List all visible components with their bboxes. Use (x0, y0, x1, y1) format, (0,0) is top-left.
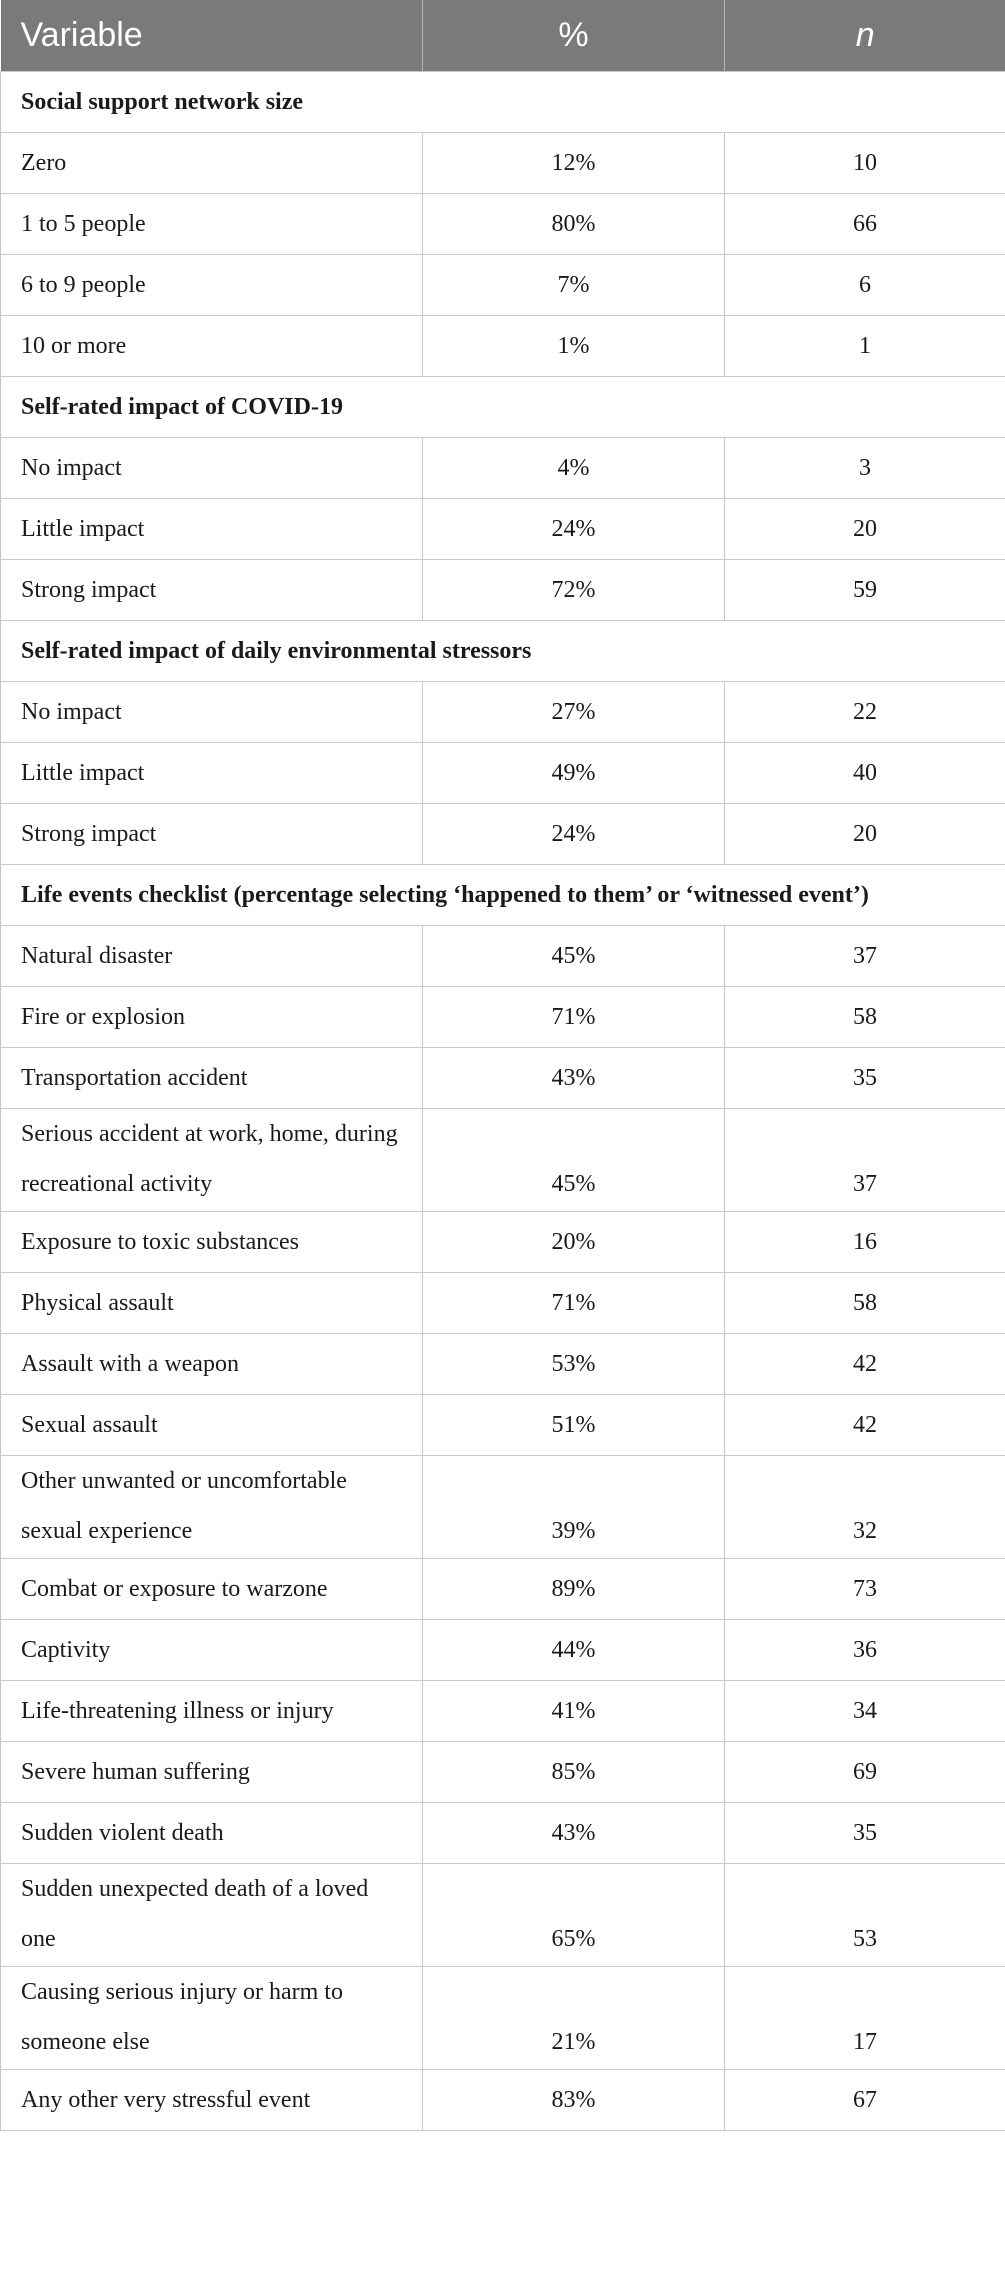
row-n: 34 (725, 1681, 1005, 1742)
section-title: Social support network size (1, 72, 1005, 133)
row-percent: 20% (423, 1212, 725, 1273)
table-row (1, 1212, 1005, 1273)
table-row (1, 1864, 1005, 1967)
row-n: 1 (725, 316, 1005, 377)
row-label: Captivity (1, 1620, 423, 1681)
row-n: 53 (725, 1864, 1005, 1967)
table-row (1, 804, 1005, 865)
row-percent: 24% (423, 804, 725, 865)
table-row (1, 1681, 1005, 1742)
row-label: Severe human suffering (1, 1742, 423, 1803)
table-row (1, 1742, 1005, 1803)
row-label: Zero (1, 133, 423, 194)
table-row (1, 1803, 1005, 1864)
row-label: Sudden unexpected death of a loved one (1, 1864, 423, 1967)
row-label: No impact (1, 682, 423, 743)
section-title: Self-rated impact of COVID-19 (1, 377, 1005, 438)
row-label: 10 or more (1, 316, 423, 377)
row-percent: 39% (423, 1456, 725, 1559)
table-row (1, 682, 1005, 743)
table-row (1, 560, 1005, 621)
row-label: Any other very stressful event (1, 2070, 423, 2131)
table-row (1, 133, 1005, 194)
row-label: Serious accident at work, home, during recreational activity (1, 1109, 423, 1212)
section-header-row (1, 377, 1005, 438)
row-n: 37 (725, 1109, 1005, 1212)
row-n: 20 (725, 499, 1005, 560)
table-row (1, 1334, 1005, 1395)
row-label: Strong impact (1, 560, 423, 621)
row-percent: 4% (423, 438, 725, 499)
row-label: Strong impact (1, 804, 423, 865)
table-row (1, 1967, 1005, 2070)
row-label: Life-threatening illness or injury (1, 1681, 423, 1742)
row-n: 35 (725, 1048, 1005, 1109)
row-n: 73 (725, 1559, 1005, 1620)
row-label: Other unwanted or uncomfortable sexual experience (1, 1456, 423, 1559)
row-percent: 43% (423, 1048, 725, 1109)
table-header (1, 0, 1005, 72)
section-title: Life events checklist (percentage selecting ‘happened to them’ or ‘witnessed event’) (1, 865, 1005, 926)
row-n: 58 (725, 1273, 1005, 1334)
row-percent: 7% (423, 255, 725, 316)
section-header-row (1, 72, 1005, 133)
row-label: Transportation accident (1, 1048, 423, 1109)
row-percent: 49% (423, 743, 725, 804)
row-percent: 27% (423, 682, 725, 743)
section-header-row (1, 621, 1005, 682)
row-n: 35 (725, 1803, 1005, 1864)
row-label: 1 to 5 people (1, 194, 423, 255)
row-percent: 44% (423, 1620, 725, 1681)
table-row (1, 1048, 1005, 1109)
row-label: Causing serious injury or harm to someone else (1, 1967, 423, 2070)
row-label: Assault with a weapon (1, 1334, 423, 1395)
table-row (1, 1273, 1005, 1334)
row-label: Physical assault (1, 1273, 423, 1334)
header-n: n (725, 0, 1005, 72)
table-row (1, 255, 1005, 316)
table-row (1, 743, 1005, 804)
row-percent: 12% (423, 133, 725, 194)
row-label: Sudden violent death (1, 1803, 423, 1864)
row-n: 20 (725, 804, 1005, 865)
row-n: 22 (725, 682, 1005, 743)
row-percent: 53% (423, 1334, 725, 1395)
table-row (1, 499, 1005, 560)
row-n: 67 (725, 2070, 1005, 2131)
row-n: 59 (725, 560, 1005, 621)
row-n: 69 (725, 1742, 1005, 1803)
row-percent: 21% (423, 1967, 725, 2070)
table-row (1, 1620, 1005, 1681)
row-percent: 71% (423, 987, 725, 1048)
table-row (1, 1395, 1005, 1456)
row-percent: 43% (423, 1803, 725, 1864)
row-label: Little impact (1, 499, 423, 560)
row-percent: 24% (423, 499, 725, 560)
row-n: 32 (725, 1456, 1005, 1559)
row-n: 58 (725, 987, 1005, 1048)
row-percent: 1% (423, 316, 725, 377)
table-row (1, 1559, 1005, 1620)
section-header-row (1, 865, 1005, 926)
row-n: 42 (725, 1334, 1005, 1395)
row-percent: 80% (423, 194, 725, 255)
row-n: 42 (725, 1395, 1005, 1456)
row-label: Fire or explosion (1, 987, 423, 1048)
row-n: 3 (725, 438, 1005, 499)
row-percent: 45% (423, 926, 725, 987)
table-row (1, 1456, 1005, 1559)
table-row (1, 987, 1005, 1048)
row-percent: 45% (423, 1109, 725, 1212)
table-row (1, 194, 1005, 255)
row-label: Sexual assault (1, 1395, 423, 1456)
row-n: 17 (725, 1967, 1005, 2070)
row-percent: 71% (423, 1273, 725, 1334)
row-label: No impact (1, 438, 423, 499)
table-row (1, 438, 1005, 499)
row-n: 66 (725, 194, 1005, 255)
row-percent: 72% (423, 560, 725, 621)
table-row (1, 316, 1005, 377)
table-row (1, 926, 1005, 987)
row-label: 6 to 9 people (1, 255, 423, 316)
row-n: 36 (725, 1620, 1005, 1681)
row-n: 10 (725, 133, 1005, 194)
header-percent: % (423, 0, 725, 72)
table-body (1, 72, 1005, 2131)
row-percent: 83% (423, 2070, 725, 2131)
row-label: Natural disaster (1, 926, 423, 987)
row-n: 16 (725, 1212, 1005, 1273)
row-percent: 65% (423, 1864, 725, 1967)
table-row (1, 1109, 1005, 1212)
row-label: Exposure to toxic substances (1, 1212, 423, 1273)
row-percent: 85% (423, 1742, 725, 1803)
row-percent: 51% (423, 1395, 725, 1456)
section-title: Self-rated impact of daily environmental stressors (1, 621, 1005, 682)
row-percent: 89% (423, 1559, 725, 1620)
row-label: Combat or exposure to warzone (1, 1559, 423, 1620)
table-row (1, 2070, 1005, 2131)
row-n: 40 (725, 743, 1005, 804)
row-percent: 41% (423, 1681, 725, 1742)
row-n: 6 (725, 255, 1005, 316)
row-label: Little impact (1, 743, 423, 804)
row-n: 37 (725, 926, 1005, 987)
header-row (1, 0, 1005, 72)
header-variable: Variable (1, 0, 423, 72)
